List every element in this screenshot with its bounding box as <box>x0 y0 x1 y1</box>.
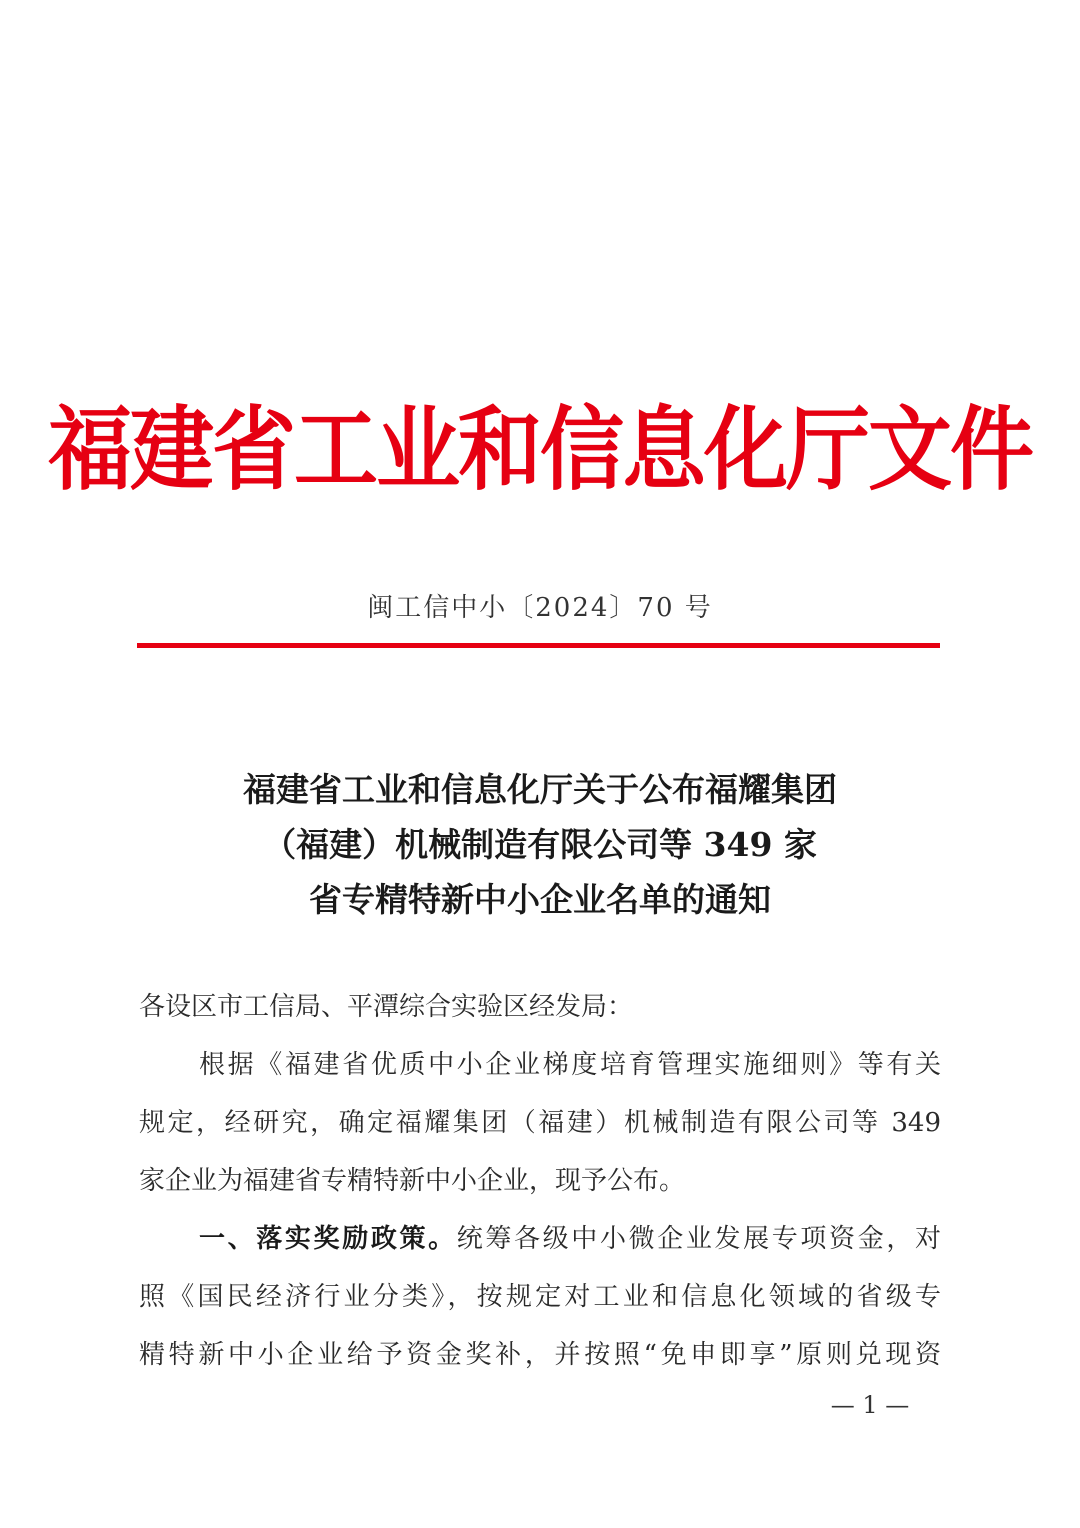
section-1-line-2: 照《国民经济行业分类》，按规定对工业和信息化领域的省级专 <box>139 1282 941 1312</box>
page-number: — 1 — <box>830 1391 910 1419</box>
paragraph-1-line-3: 家企业为福建省专精特新中小企业，现予公布。 <box>139 1166 686 1196</box>
section-1-first-line-text: 统筹各级中小微企业发展专项资金，对 <box>456 1224 941 1254</box>
paragraph-1-line-2: 规定，经研究，确定福耀集团（福建）机械制造有限公司等 349 <box>139 1108 941 1138</box>
section-1-heading: 一、落实奖励政策。 <box>199 1224 457 1254</box>
masthead-title: 福建省工业和信息化厅文件 <box>47 396 1032 503</box>
paragraph-1-line-1: 根据《福建省优质中小企业梯度培育管理实施细则》等有关 <box>199 1050 941 1080</box>
notice-title-line-3: 省专精特新中小企业名单的通知 <box>309 880 771 919</box>
notice-title-line-2: （福建）机械制造有限公司等 349 家 <box>263 825 817 864</box>
notice-title-line-1: 福建省工业和信息化厅关于公布福耀集团 <box>243 770 837 809</box>
addressee-line: 各设区市工信局、平潭综合实验区经发局： <box>139 992 634 1022</box>
notice-title <box>140 762 940 927</box>
body-text <box>139 978 941 1384</box>
red-separator-line <box>137 643 940 648</box>
document-number: 闽工信中小〔2024〕70 号 <box>367 593 713 623</box>
section-1-line-1 <box>139 1210 941 1268</box>
section-1-line-3: 精特新中小企业给予资金奖补，并按照“免申即享”原则兑现资 <box>139 1340 941 1370</box>
